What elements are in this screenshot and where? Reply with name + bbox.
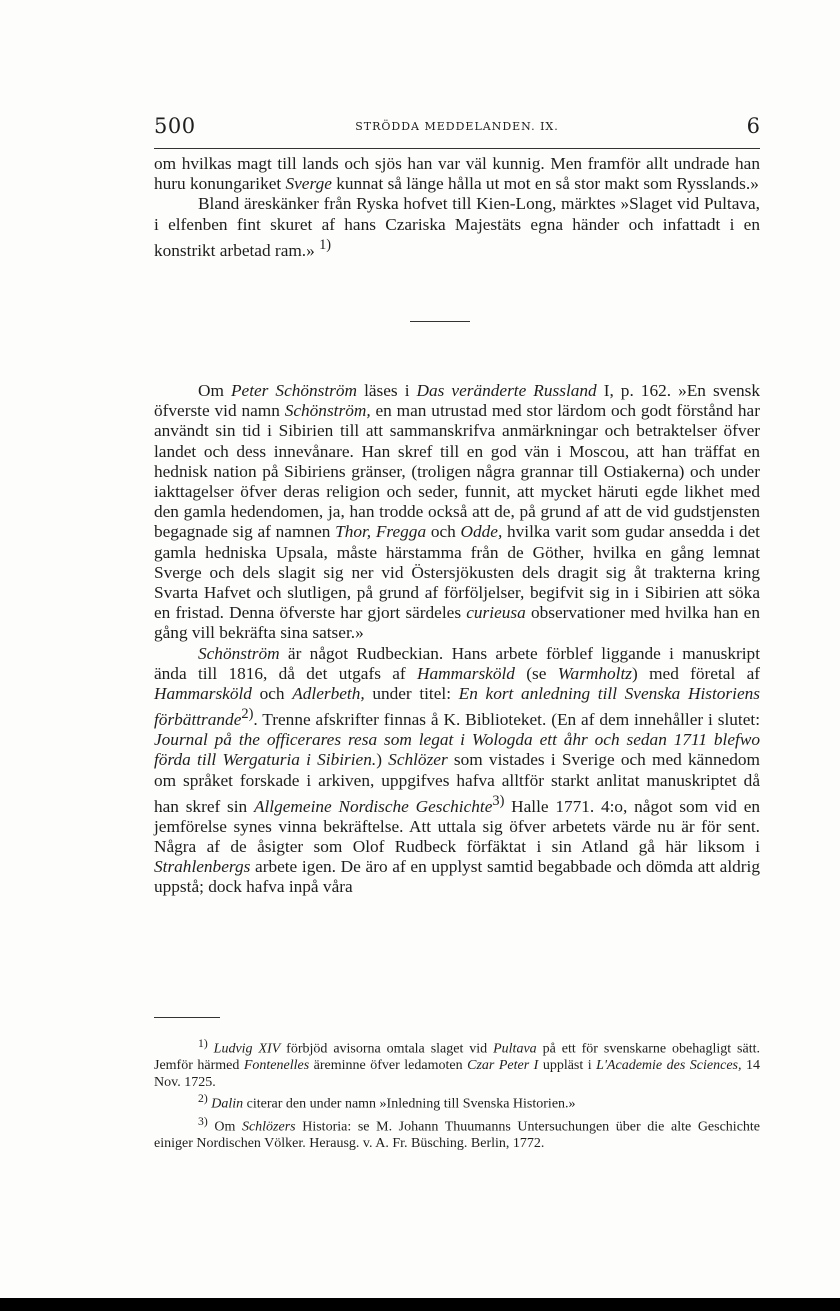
page-number: 500 bbox=[154, 114, 196, 138]
paragraph: Bland äreskänker från Ryska hofvet till Kien-Long, märktes »Slaget vid Pultava, i elfenben fint skuret af hans Czariska Majestäts egna händer och infattadt i en konstrikt arbetad ram.» $^{1)}$ bbox=[154, 194, 760, 260]
footnote-ref: 1) bbox=[319, 236, 332, 253]
footnote-3: $^{3)}$ Om Schlözers Historia: se M. Johann Thuumanns Untersuchungen über die alte Geschichte einiger Nordischen Völker. Herausg. v. A. Fr. Büsching. Berlin, 1772. bbox=[154, 1114, 761, 1151]
paragraph: Schönström är något Rudbeckian. Hans arbete förblef liggande i manuskript ända till 1816, då det utgafs af Hammarsköld (se Warmholtz) med företal af Hammarsköld och Adlerbeth, under titel: En kort anledning till Svenska Historiens förbättrande$^{2)}$. Trenne afskrifter finnas å K. Biblioteket. (En af dem innehåller i slutet: Journal på the officerares resa som legat i Wologda ett åhr och sedan 1711 blefwo förda till Wergaturia i Sibirien.) Schlözer som vistades i Sverige och med kännedom om språket forskade i arkiven, uppgifves hafva alltför starkt anlitat manuskriptet då han skref sin Allgemeine Nordische Geschichte$^{3)}$ Halle 1771. 4:o, något som vid en jemförelse synes vinna bekräftelse. Att uttala sig öfver arbetets värde nu är för sent. Några af de åsigter som Olof Rudbeck förfäktat i sin Atland gå här liksom i Strahlenbergs arbete igen. De äro af en upplyst samtid begabbade och dömda att aldrig uppstå; dock hafva inpå våra bbox=[154, 643, 760, 897]
page-header bbox=[154, 114, 760, 144]
text-block-main bbox=[154, 381, 760, 898]
footnote-ref: 3) bbox=[492, 792, 505, 809]
footnote-ref: 2) bbox=[241, 706, 254, 723]
header-rule bbox=[154, 148, 760, 149]
footnote-1: $^{1)}$ Ludvig XIV förbjöd avisorna omtala slaget vid Pultava på ett för svenskarne obehagligt sätt. Jemför härmed Fontenelles äreminne öfver ledamoten Czar Peter I uppläst i L'Academie des Sciences, 14 Nov. 1725. bbox=[154, 1037, 760, 1090]
footnote-2: $^{2)}$ Dalin citerar den under namn »Inledning till Svenska Historien.» bbox=[198, 1092, 576, 1113]
footnotes bbox=[154, 1036, 760, 1153]
section-separator bbox=[410, 321, 470, 322]
paragraph: om hvilkas magt till lands och sjös han var väl kunnig. Men framför allt undrade han huru konungariket Sverge kunnat så länge hålla ut mot en så stor makt som Rysslands.» bbox=[154, 154, 760, 194]
running-title: STRÖDDA MEDDELANDEN. IX. bbox=[355, 120, 559, 133]
text-block-top bbox=[154, 154, 760, 261]
footnote-rule bbox=[154, 1017, 220, 1018]
signature-mark: 6 bbox=[746, 114, 760, 138]
scan-edge bbox=[0, 1298, 840, 1311]
paragraph: Om Peter Schönström läses i Das veränderte Russland I, p. 162. »En svensk öfverste vid namn Schönström, en man utrustad med stor lärdom och godt förstånd har användt sin tid i Sibirien till att sammanskrifva anmärkningar och betraktelser öfver landet och dess innevånare. Han skref till en god vän i Moscou, att han träffat en hednisk nation på Sibiriens gränser, (troligen några grannar till Ostiakerna) och under iakttagelser öfver deras religion och seder, funnit, att mycket häruti egde likhet med den gamla hedendomen, ja, han trodde också att de, på grund af att de vid gudstjensten begagnade sig af namnen Thor, Fregga och Odde, hvilka varit som gudar ansedda i det gamla hedniska Upsala, måste härstamma från de Göther, hvilka en gång lemnat Sverge och dels slagit sig ner vid Östersjökusten dels dragit sig åt trakterna kring Svarta Hafvet och slutligen, på grund af förföljelser, begifvit sig in i Sibirien att söka en fristad. Denna öfverste har gjort särdeles curieusa observationer med hvilka han en gång vill bekräfta sina satser.» bbox=[154, 381, 760, 643]
